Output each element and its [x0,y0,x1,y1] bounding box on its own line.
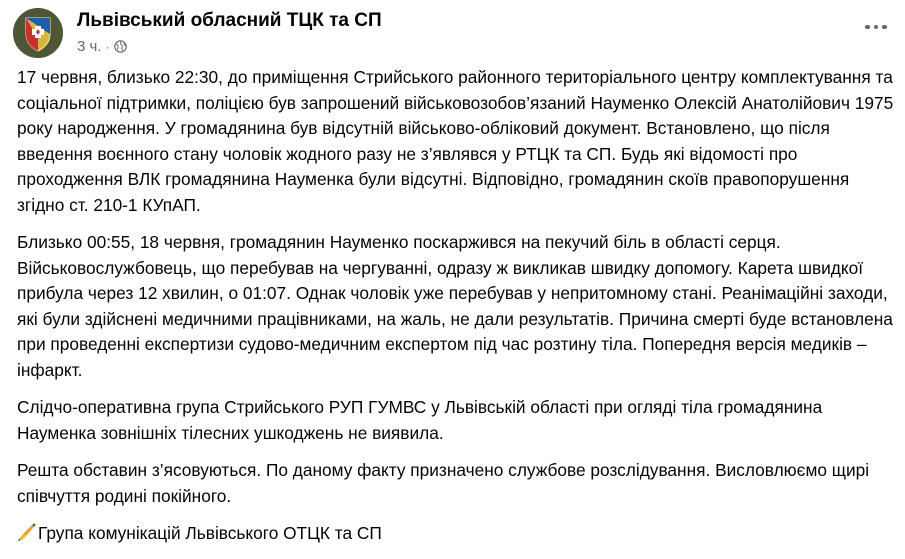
more-options-icon[interactable] [859,16,893,38]
post-header [13,8,893,58]
post-meta [77,38,127,55]
signature-text: Група комунікацій Львівського ОТЦК та СП [38,523,382,543]
post-time[interactable]: 3 ч. [77,38,102,55]
post-paragraph: Близько 00:55, 18 червня, громадянин Науменко поскаржився на пекучий біль в області серця. Військовослужбовець, що перебував на чергуванні, одразу ж викликав швидку допомогу. Карета швидкої прибула через 12 хвилин, о 01:07. Однак чоловік уже перебував у непритомному стані. Реанімаційні заходи, які були здійснені медичними працівниками, на жаль, не дали результатів. Причина смерті буде встановлена при проведенні експертизи судово-медичним експертом під час розтину тіла. Попередня версія медиків – інфаркт. [17,232,893,380]
post-signature [17,521,897,547]
meta-separator: · [105,39,110,54]
more-dot [882,25,887,30]
post-paragraph: 17 червня, близько 22:30, до приміщення Стрийського районного територіального центру комплектування та соціальної підтримки, поліцією був запрошений військовозобов’язаний Науменко Олексій Анатолійович 1975 року народження. У громадянина був відсутній військово-обліковий документ. Встановлено, що після введення воєнного стану чоловік жодного разу не з’являвся у РТЦК та СП. Будь які відомості про проходження ВЛК громадянина Науменка були відсутні. Відповідно, громадянин скоїв правопорушення згідно ст. 210-1 КУпАП. [17,67,894,215]
coat-of-arms-logo [13,8,63,58]
globe-icon[interactable] [114,40,127,53]
post-body [17,65,897,559]
post-paragraph: Слідчо-оперативна група Стрийського РУП ГУМВС у Львівській області при огляді тіла громадянина Науменка зовнішніх тілесних ушкоджень не виявила. [17,397,823,443]
more-dot [865,25,870,30]
post-paragraph: Решта обставин з’ясовуються. По даному факту призначено службове розслідування. Висловлюємо щирі співчуття родині покійного. [17,460,870,506]
writing-hand-icon [17,522,37,542]
more-dot [874,25,879,30]
page-avatar[interactable] [13,8,63,58]
author-name[interactable]: Львівський обласний ТЦК та СП [77,10,382,31]
